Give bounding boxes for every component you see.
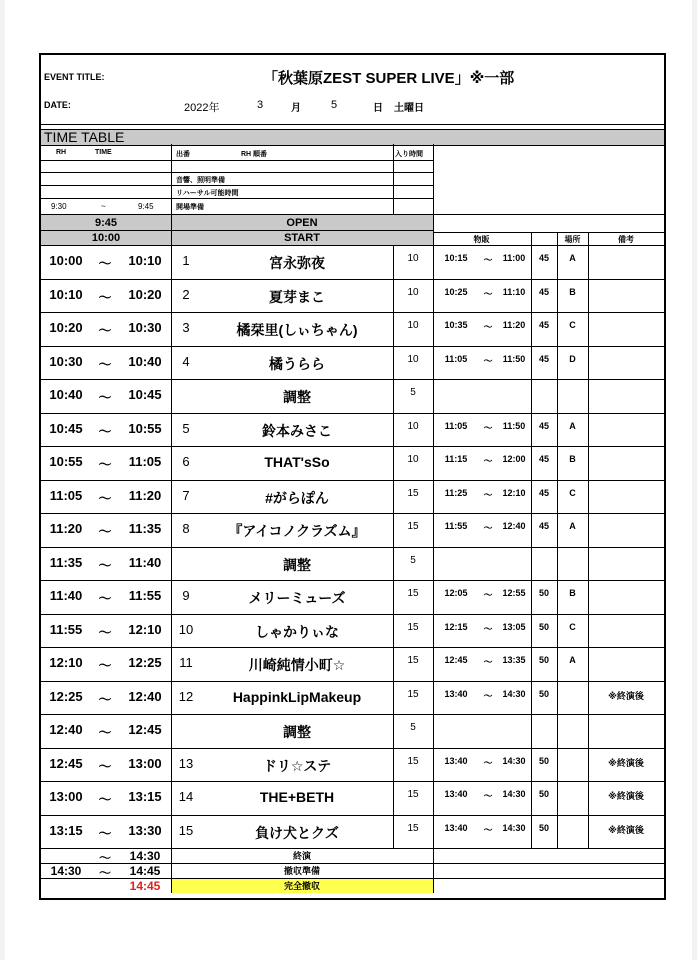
performer-name: ドリ☆ステ bbox=[262, 758, 332, 774]
slot-end: 12:40 bbox=[128, 689, 162, 704]
note-header: 備考 bbox=[618, 235, 634, 244]
slot-start: 10:20 bbox=[49, 320, 83, 335]
performer-name: メリーミューズ bbox=[248, 590, 346, 606]
slot-end: 10:45 bbox=[128, 387, 162, 402]
performer-name: 調整 bbox=[283, 557, 311, 573]
footer-tilde: 〜 bbox=[98, 851, 111, 865]
slot-tilde: 〜 bbox=[98, 256, 112, 271]
slot-duration: 15 bbox=[407, 521, 419, 532]
merch-note: ※終演後 bbox=[608, 791, 644, 801]
prep-start: 9:30 bbox=[51, 202, 67, 211]
slot-start: 10:10 bbox=[49, 287, 83, 302]
slot-tilde: 〜 bbox=[98, 792, 112, 807]
slot-duration: 10 bbox=[407, 287, 419, 298]
performer-name: 調整 bbox=[283, 389, 311, 405]
date-day-unit: 日 bbox=[373, 103, 383, 114]
slot-end: 11:40 bbox=[128, 555, 162, 570]
merch-tilde: 〜 bbox=[483, 691, 493, 701]
slot-start: 10:00 bbox=[49, 253, 83, 268]
col-entry: 入り時間 bbox=[395, 151, 423, 158]
merch-tilde: 〜 bbox=[483, 255, 493, 265]
merch-tilde: 〜 bbox=[483, 322, 493, 332]
prep-open: 開場準備 bbox=[176, 204, 204, 211]
slot-number: 10 bbox=[178, 622, 194, 637]
merch-header: 物販 bbox=[473, 235, 490, 244]
merch-duration: 50 bbox=[538, 789, 549, 799]
slot-start: 11:55 bbox=[49, 622, 83, 637]
merch-tilde: 〜 bbox=[483, 289, 493, 299]
merch-tilde: 〜 bbox=[483, 758, 493, 768]
event-title: 「秋葉原ZEST SUPER LIVE」※一部 bbox=[263, 70, 515, 87]
slot-start: 12:40 bbox=[49, 722, 83, 737]
event-title-label: EVENT TITLE: bbox=[44, 72, 105, 82]
slot-start: 10:55 bbox=[49, 454, 83, 469]
merch-end: 12:10 bbox=[502, 488, 526, 498]
slot-start: 11:35 bbox=[49, 555, 83, 570]
merch-duration: 45 bbox=[538, 454, 549, 464]
merch-duration: 50 bbox=[538, 823, 549, 833]
merch-end: 13:05 bbox=[502, 622, 526, 632]
slot-duration: 5 bbox=[410, 387, 416, 398]
slot-duration: 15 bbox=[407, 789, 419, 800]
slot-start: 12:45 bbox=[49, 756, 83, 771]
slot-start: 11:20 bbox=[49, 521, 83, 536]
slot-tilde: 〜 bbox=[98, 658, 112, 673]
slot-end: 10:20 bbox=[128, 287, 162, 302]
slot-end: 12:45 bbox=[128, 722, 162, 737]
merch-place: C bbox=[569, 320, 576, 330]
date-year: 2022年 bbox=[184, 102, 220, 114]
timetable-bar bbox=[41, 129, 664, 146]
slot-duration: 15 bbox=[407, 488, 419, 499]
slot-duration: 10 bbox=[407, 354, 419, 365]
performer-name: THE+BETH bbox=[259, 789, 335, 805]
slot-start: 10:30 bbox=[49, 354, 83, 369]
merch-place: A bbox=[569, 253, 576, 263]
merch-place: D bbox=[569, 354, 576, 364]
slot-number: 8 bbox=[182, 521, 190, 536]
merch-duration: 45 bbox=[538, 421, 549, 431]
merch-duration: 45 bbox=[538, 488, 549, 498]
slot-duration: 5 bbox=[410, 555, 416, 566]
footer-label: 終演 bbox=[292, 851, 311, 861]
performer-name: #がらぽん bbox=[265, 490, 329, 506]
merch-start: 13:40 bbox=[444, 756, 468, 766]
performer-name: しゃかりぃな bbox=[255, 624, 339, 640]
merch-place: A bbox=[569, 521, 576, 531]
merch-tilde: 〜 bbox=[483, 791, 493, 801]
slot-number: 14 bbox=[178, 789, 194, 804]
slot-tilde: 〜 bbox=[98, 491, 112, 506]
performer-name: 橘栞里(しぃちゃん) bbox=[236, 322, 358, 338]
merch-place: A bbox=[569, 421, 576, 431]
date-month-num: 3 bbox=[257, 99, 264, 111]
merch-end: 12:55 bbox=[502, 588, 526, 598]
merch-place: B bbox=[569, 454, 576, 464]
slot-duration: 15 bbox=[407, 689, 419, 700]
merch-duration: 45 bbox=[538, 287, 549, 297]
col-rh-order: RH 順番 bbox=[241, 151, 268, 158]
merch-end: 14:30 bbox=[502, 689, 526, 699]
merch-duration: 45 bbox=[538, 354, 549, 364]
slot-tilde: 〜 bbox=[98, 826, 112, 841]
merch-tilde: 〜 bbox=[483, 356, 493, 366]
slot-number: 7 bbox=[182, 488, 190, 503]
slot-end: 11:55 bbox=[128, 588, 162, 603]
merch-end: 11:00 bbox=[502, 253, 526, 263]
performer-name: 橘うらら bbox=[269, 356, 325, 372]
merch-start: 13:40 bbox=[444, 689, 468, 699]
slot-tilde: 〜 bbox=[98, 759, 112, 774]
slot-number: 12 bbox=[178, 689, 194, 704]
merch-start: 10:35 bbox=[444, 320, 468, 330]
performer-name: 負け犬とクズ bbox=[255, 825, 339, 841]
slot-tilde: 〜 bbox=[98, 625, 112, 640]
merch-tilde: 〜 bbox=[483, 490, 493, 500]
slot-duration: 10 bbox=[407, 320, 419, 331]
slot-start: 12:10 bbox=[49, 655, 83, 670]
open-label: OPEN bbox=[286, 217, 318, 229]
merch-end: 14:30 bbox=[502, 789, 526, 799]
slot-start: 11:05 bbox=[49, 488, 83, 503]
date-day-num: 5 bbox=[331, 99, 338, 111]
date-month-unit: 月 bbox=[291, 103, 301, 114]
slot-tilde: 〜 bbox=[98, 591, 112, 606]
slot-tilde: 〜 bbox=[98, 390, 112, 405]
merch-duration: 50 bbox=[538, 689, 549, 699]
merch-start: 12:15 bbox=[444, 622, 468, 632]
merch-duration: 45 bbox=[538, 521, 549, 531]
slot-end: 10:10 bbox=[128, 253, 162, 268]
slot-duration: 10 bbox=[407, 421, 419, 432]
merch-place: C bbox=[569, 622, 576, 632]
start-time: 10:00 bbox=[91, 232, 121, 244]
merch-duration: 45 bbox=[538, 253, 549, 263]
merch-start: 11:05 bbox=[444, 354, 468, 364]
footer-end: 14:45 bbox=[129, 864, 161, 878]
merch-start: 13:40 bbox=[444, 789, 468, 799]
merch-start: 13:40 bbox=[444, 823, 468, 833]
col-rh: RH bbox=[56, 149, 67, 156]
place-header: 場所 bbox=[564, 235, 581, 244]
slot-duration: 5 bbox=[410, 722, 416, 733]
performer-name: 鈴本みさこ bbox=[262, 423, 332, 439]
merch-start: 12:05 bbox=[444, 588, 468, 598]
merch-duration: 50 bbox=[538, 622, 549, 632]
prep-sound: 音響、照明準備 bbox=[176, 177, 225, 184]
slot-duration: 15 bbox=[407, 655, 419, 666]
merch-start: 11:25 bbox=[444, 488, 468, 498]
merch-note: ※終演後 bbox=[608, 758, 644, 768]
slot-start: 12:25 bbox=[49, 689, 83, 704]
merch-note: ※終演後 bbox=[608, 825, 644, 835]
slot-start: 13:15 bbox=[49, 823, 83, 838]
performer-name: 宮永弥夜 bbox=[269, 255, 325, 271]
footer-label: 撤収準備 bbox=[283, 866, 320, 876]
slot-end: 12:10 bbox=[128, 622, 162, 637]
slot-end: 11:35 bbox=[128, 521, 162, 536]
merch-place: B bbox=[569, 287, 576, 297]
merch-place: A bbox=[569, 655, 576, 665]
slot-number: 3 bbox=[182, 320, 190, 335]
merch-start: 11:15 bbox=[444, 454, 468, 464]
footer-tilde: 〜 bbox=[98, 866, 111, 880]
slot-end: 10:40 bbox=[128, 354, 162, 369]
slot-number: 5 bbox=[182, 421, 190, 436]
performer-name: 川崎純情小町☆ bbox=[248, 657, 346, 673]
slot-number: 15 bbox=[178, 823, 194, 838]
slot-end: 13:15 bbox=[128, 789, 162, 804]
slot-number: 11 bbox=[179, 655, 193, 670]
slot-number: 6 bbox=[182, 454, 190, 469]
footer-start: 14:30 bbox=[50, 864, 82, 878]
slot-tilde: 〜 bbox=[98, 290, 112, 305]
slot-tilde: 〜 bbox=[98, 424, 112, 439]
date-label: DATE: bbox=[44, 100, 71, 110]
merch-tilde: 〜 bbox=[483, 590, 493, 600]
performer-name: 調整 bbox=[283, 724, 311, 740]
merch-tilde: 〜 bbox=[483, 657, 493, 667]
merch-tilde: 〜 bbox=[483, 624, 493, 634]
merch-tilde: 〜 bbox=[483, 423, 493, 433]
merch-start: 10:25 bbox=[444, 287, 468, 297]
slot-number: 4 bbox=[182, 354, 190, 369]
performer-name: 『アイコノクラズム』 bbox=[228, 523, 366, 539]
merch-duration: 50 bbox=[538, 756, 549, 766]
slot-duration: 10 bbox=[407, 253, 419, 264]
merch-start: 10:15 bbox=[444, 253, 468, 263]
slot-start: 10:40 bbox=[49, 387, 83, 402]
slot-end: 13:30 bbox=[128, 823, 162, 838]
slot-number: 9 bbox=[182, 588, 190, 603]
merch-end: 11:50 bbox=[502, 354, 526, 364]
slot-duration: 10 bbox=[407, 454, 419, 465]
slot-end: 12:25 bbox=[128, 655, 162, 670]
slot-tilde: 〜 bbox=[98, 524, 112, 539]
performer-name: HappinkLipMakeup bbox=[232, 689, 362, 705]
slot-tilde: 〜 bbox=[98, 558, 112, 573]
merch-tilde: 〜 bbox=[483, 825, 493, 835]
merch-start: 12:45 bbox=[444, 655, 468, 665]
slot-end: 10:55 bbox=[128, 421, 162, 436]
footer-end: 14:45 bbox=[129, 879, 161, 893]
merch-end: 12:00 bbox=[502, 454, 526, 464]
merch-end: 14:30 bbox=[502, 756, 526, 766]
col-time: TIME bbox=[95, 149, 112, 156]
slot-start: 13:00 bbox=[49, 789, 83, 804]
slot-tilde: 〜 bbox=[98, 457, 112, 472]
slot-end: 13:00 bbox=[128, 756, 162, 771]
open-time: 9:45 bbox=[94, 217, 118, 229]
performer-name: 夏芽まこ bbox=[269, 289, 325, 305]
merch-end: 13:35 bbox=[502, 655, 526, 665]
slot-end: 10:30 bbox=[128, 320, 162, 335]
merch-end: 14:30 bbox=[502, 823, 526, 833]
merch-tilde: 〜 bbox=[483, 456, 493, 466]
prep-tilde: ~ bbox=[101, 202, 106, 211]
merch-place: B bbox=[569, 588, 576, 598]
merch-duration: 50 bbox=[538, 588, 549, 598]
merch-place: C bbox=[569, 488, 576, 498]
slot-duration: 15 bbox=[407, 622, 419, 633]
start-label: START bbox=[284, 232, 320, 244]
timetable-title: TIME TABLE bbox=[44, 129, 125, 145]
slot-end: 11:20 bbox=[128, 488, 162, 503]
slot-tilde: 〜 bbox=[98, 692, 112, 707]
slot-duration: 15 bbox=[407, 588, 419, 599]
performer-name: THAT'sSo bbox=[264, 454, 330, 470]
slot-number: 1 bbox=[182, 253, 190, 268]
slot-number: 13 bbox=[178, 756, 194, 771]
paper bbox=[5, 0, 692, 960]
merch-duration: 50 bbox=[538, 655, 549, 665]
merch-tilde: 〜 bbox=[483, 523, 493, 533]
prep-rehearsal: リハーサル可能時間 bbox=[176, 190, 239, 197]
date-weekday: 土曜日 bbox=[394, 103, 424, 114]
slot-start: 10:45 bbox=[49, 421, 83, 436]
slot-duration: 15 bbox=[407, 823, 419, 834]
slot-tilde: 〜 bbox=[98, 725, 112, 740]
slot-tilde: 〜 bbox=[98, 357, 112, 372]
timetable-sheet bbox=[39, 53, 666, 900]
slot-start: 11:40 bbox=[49, 588, 83, 603]
merch-end: 11:20 bbox=[502, 320, 526, 330]
slot-number: 2 bbox=[182, 287, 190, 302]
merch-end: 12:40 bbox=[502, 521, 526, 531]
merch-start: 11:05 bbox=[444, 421, 468, 431]
prep-end: 9:45 bbox=[138, 202, 154, 211]
slot-duration: 15 bbox=[407, 756, 419, 767]
merch-note: ※終演後 bbox=[608, 691, 644, 701]
merch-duration: 45 bbox=[538, 320, 549, 330]
merch-end: 11:10 bbox=[502, 287, 526, 297]
col-performer: 出番 bbox=[176, 151, 190, 158]
footer-label: 完全撤収 bbox=[283, 881, 320, 891]
merch-end: 11:50 bbox=[502, 421, 526, 431]
slot-end: 11:05 bbox=[128, 454, 162, 469]
merch-start: 11:55 bbox=[444, 521, 468, 531]
slot-tilde: 〜 bbox=[98, 323, 112, 338]
footer-end: 14:30 bbox=[129, 849, 161, 863]
